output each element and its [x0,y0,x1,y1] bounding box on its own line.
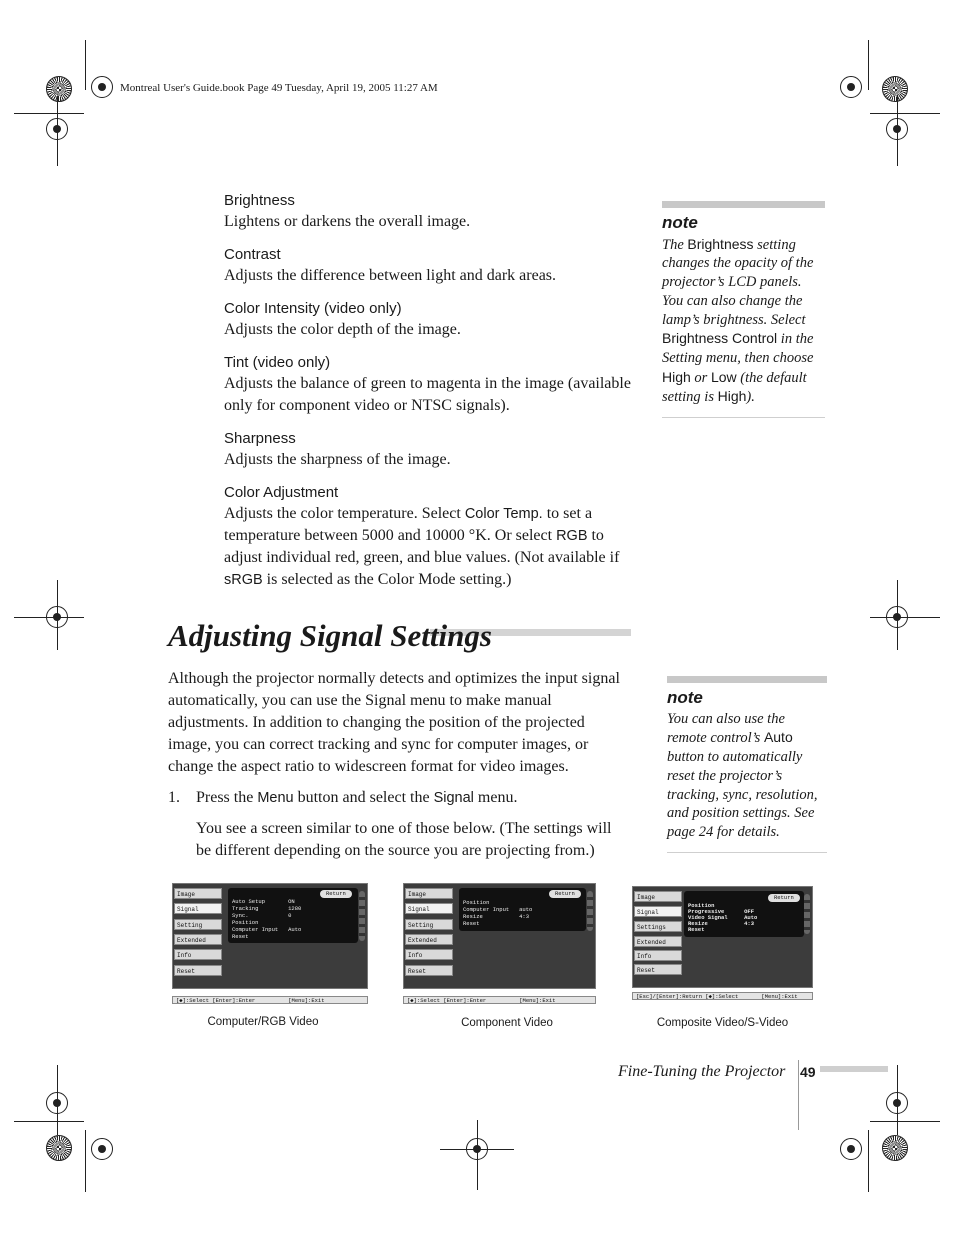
menu-item: Reset [405,965,453,976]
menu-item: Image [634,891,682,902]
brightness-note [662,201,825,418]
term-item [224,246,634,287]
term-label: Brightness [224,192,295,209]
submenu-line: Progressive OFF [688,908,755,915]
auto-button-note [667,676,827,853]
menu-item-active: Signal [634,906,682,917]
submenu-line: Position [463,899,490,906]
status-bar: [◆]:Select [Enter]:Enter [Menu]:Exit [172,996,368,1004]
term-label: Tint (video only) [224,354,331,371]
submenu-line: Computer Input Auto [232,926,302,933]
screen-caption: Computer/RGB Video [207,1016,319,1028]
return-button: Return [320,890,352,898]
submenu-line: Position [232,919,259,926]
note-body: You can also use the remote control’s Auto button to automatically reset the projector’s tracking, sync, resolution, and position settings. See page 24 for details. [667,710,818,840]
signal-menu-screen-component [403,883,596,1008]
note-bar [667,676,827,683]
screen-caption: Composite Video/S-Video [656,1017,789,1029]
menu-item: Setting [174,919,222,930]
submenu-line: Reset [232,933,249,940]
submenu-line: Computer Input auto [463,906,533,913]
menu-item: Extended [634,936,682,947]
term-item [224,192,634,233]
menu-item-active: Signal [405,903,453,914]
menu-item: Info [405,949,453,960]
menu-item: Info [634,950,682,961]
term-description: Adjusts the color temperature. Select Color Temp. to set a temperature between 5000 and 10000 °K. Or select RGB to adjust individual red, green, and blue values. (Not available if sRGB is selected as the Color Mode setting.) [224,505,620,588]
menu-item: Image [174,888,222,899]
term-label: Contrast [224,246,281,263]
return-button: Return [549,890,581,898]
term-description: Adjusts the difference between light and dark areas. [224,267,557,284]
footer-bar [820,1066,888,1072]
note-body: The Brightness setting changes the opacity of the projector’s LCD panels. You can also change the lamp’s brightness. Select Brightness Control in the Setting menu, then choose High or Low (the default setting is High). [662,235,814,406]
note-title: note [667,688,703,707]
menu-item: Extended [405,934,453,945]
term-item [224,300,634,341]
crosshair-icon [840,1138,862,1160]
term-description: Adjusts the sharpness of the image. [224,451,451,468]
section-heading: Adjusting Signal Settings [168,618,492,653]
step-subtext: You see a screen similar to one of those below. (The settings will be different depending on the source you are projecting from.) [196,820,612,859]
term-description: Lightens or darkens the overall image. [224,213,471,230]
note-rule [667,852,827,853]
submenu-line: Position [688,902,715,909]
menu-item: Info [174,949,222,960]
page-number: 49 [800,1064,816,1080]
term-label: Color Adjustment [224,484,339,501]
color-target-icon [46,1135,72,1161]
term-description: Adjusts the balance of green to magenta in the image (available only for component video or NTSC signals). [224,375,631,414]
signal-menu-screen-composite [632,886,813,1004]
term-item [224,484,634,591]
term-label: Color Intensity (video only) [224,300,402,317]
submenu-line: Reset [688,926,705,933]
menu-item: Extended [174,934,222,945]
submenu-line: Tracking 1280 [232,905,302,912]
status-bar: [Esc]/[Enter]:Return [◆]:Select [Menu]:Exit [632,992,813,1000]
menu-item-active: Signal [174,903,222,914]
scrollbar [587,891,593,931]
menu-item: Setting [405,919,453,930]
print-header: Montreal User's Guide.book Page 49 Tuesday, April 19, 2005 11:27 AM [120,82,438,94]
footer-chapter-title: Fine-Tuning the Projector [618,1063,786,1080]
submenu-line: Sync. 0 [232,912,292,919]
menu-item: Image [405,888,453,899]
submenu-line: Resize 4:3 [688,920,755,927]
term-item [224,430,634,471]
screen-caption: Component Video [461,1017,553,1029]
step-text: Press the Menu button and select the Signal menu. [196,789,518,806]
submenu-line: Video Signal Auto [688,914,758,921]
note-bar [662,201,825,208]
scrollbar [804,894,810,934]
menu-item: Reset [174,965,222,976]
color-target-icon [882,1135,908,1161]
note-title: note [662,213,698,232]
term-description: Adjusts the color depth of the image. [224,321,461,338]
crosshair-icon [91,1138,113,1160]
menu-item: Reset [634,964,682,975]
note-rule [662,417,825,418]
return-button: Return [768,894,800,902]
status-bar: [◆]:Select [Enter]:Enter [Menu]:Exit [403,996,596,1004]
term-item [224,354,634,417]
footer-divider [798,1060,799,1130]
crosshair-icon [840,76,862,98]
color-target-icon [46,76,72,102]
step-number: 1. [168,789,180,806]
menu-item: Settings [634,921,682,932]
section-intro: Although the projector normally detects and optimizes the input signal automatically, you can use the Signal menu to make manual adjustments. In addition to changing the position of the projected image, you can correct tracking and sync for computer images, or change the aspect ratio to widescreen format for video images. [168,670,620,775]
color-target-icon [882,76,908,102]
scrollbar [359,891,365,941]
term-label: Sharpness [224,430,296,447]
signal-menu-screen-computer [172,883,368,1008]
crosshair-icon [91,76,113,98]
settings-term-list [224,192,634,604]
submenu-line: Reset [463,920,480,927]
submenu-line: Resize 4:3 [463,913,530,920]
submenu-line: Auto Setup ON [232,898,295,905]
